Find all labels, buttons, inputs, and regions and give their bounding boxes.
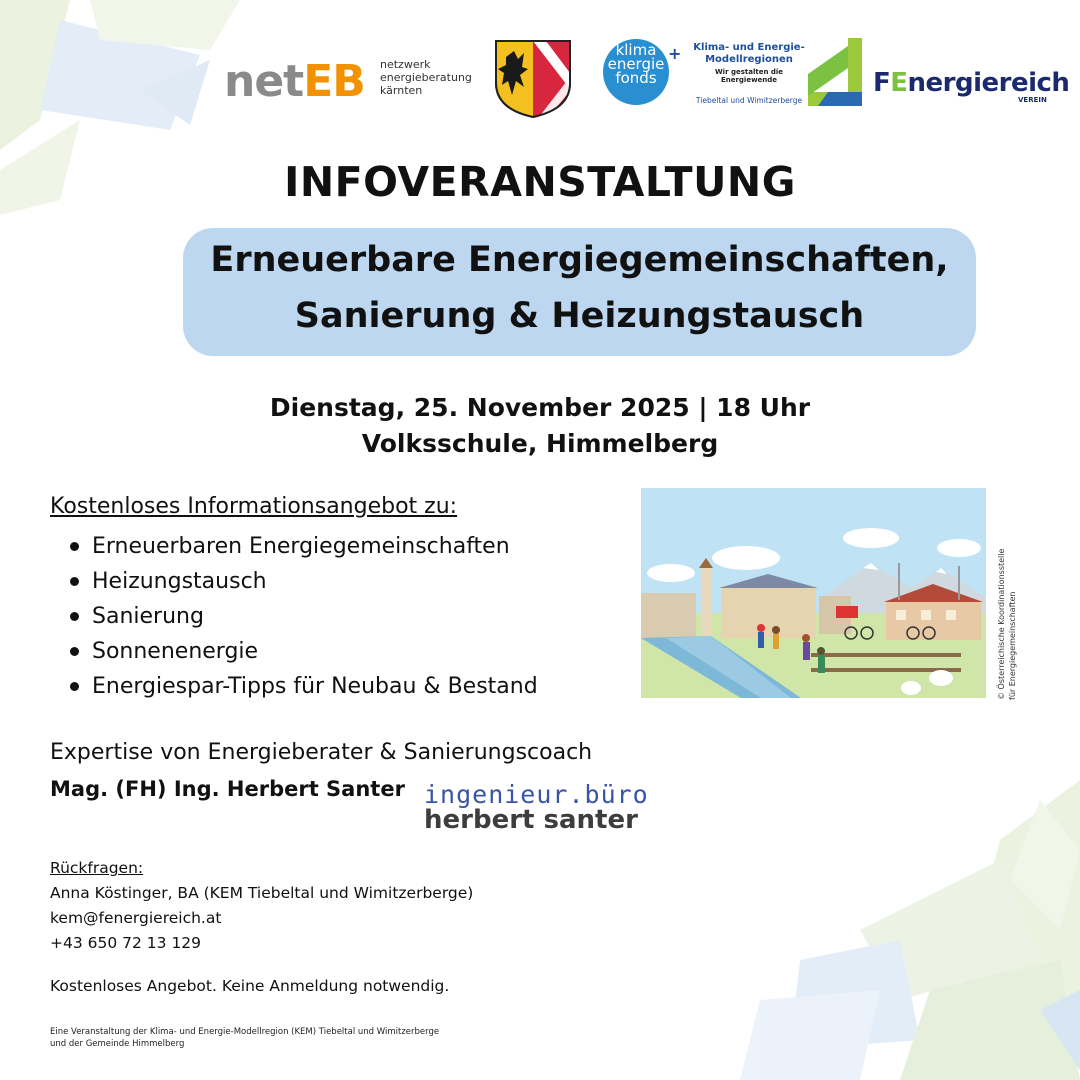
list-item: Heizungstausch (92, 564, 538, 599)
kef-line: energie (607, 55, 665, 73)
list-item: Energiespar-Tipps für Neubau & Bestand (92, 669, 538, 704)
illustration-credit (996, 549, 1018, 700)
neteb-sub-line: netzwerk (380, 58, 431, 71)
neteb-logo-eb: EB (303, 56, 365, 107)
kef-line: fonds (615, 69, 657, 87)
kem-title-line: Modellregionen (705, 54, 793, 65)
ingenieurbuero-logo-top: ingenieur.büro (424, 780, 649, 809)
neteb-logo-subtitle (380, 58, 472, 97)
footer-line: und der Gemeinde Himmelberg (50, 1039, 185, 1049)
fenergiereich-logo (873, 66, 1069, 100)
fenergiereich-mark-icon (808, 38, 862, 106)
kem-logo-tagline: Wir gestalten die Energiewende (714, 68, 784, 84)
topic-line-1: Erneuerbare Energiegemeinschaften, (210, 240, 949, 280)
coat-of-arms-icon (494, 39, 572, 119)
credit-line: für Energiegemeinschaften (1008, 591, 1017, 700)
offer-heading: Kostenloses Informationsangebot zu: (50, 494, 458, 519)
event-details (0, 390, 1080, 462)
list-item: Sanierung (92, 599, 538, 634)
page-title: INFOVERANSTALTUNG (284, 158, 796, 206)
fenergiereich-verein: VEREIN (1018, 96, 1047, 104)
list-item: Erneuerbaren Energiegemeinschaften (92, 529, 538, 564)
kef-line: klima (615, 41, 657, 59)
footer-line: Eine Veranstaltung der Klima- und Energie-Modellregion (KEM) Tiebeltal und Wimitzerberge (50, 1027, 440, 1037)
neteb-sub-line: kärnten (380, 84, 423, 97)
contact-email[interactable]: kem@fenergiereich.at (50, 909, 222, 927)
contact-block (50, 856, 473, 956)
neteb-sub-line: energieberatung (380, 71, 472, 84)
kem-title-line: Klima- und Energie- (693, 42, 805, 53)
contact-phone[interactable]: +43 650 72 13 129 (50, 934, 202, 952)
kem-logo-region: Tiebeltal und Wimitzerberge (695, 96, 803, 105)
list-item: Sonnenenergie (92, 634, 538, 669)
offer-list (92, 529, 538, 704)
contact-label: Rückfragen: (50, 859, 144, 877)
kef-plus-sign: + (668, 44, 682, 63)
footer-organizer (50, 1026, 439, 1050)
neteb-logo-net: net (224, 56, 304, 107)
event-date-time: Dienstag, 25. November 2025 | 18 Uhr (269, 393, 811, 422)
credit-line: © Österreichische Koordinationsstelle (997, 548, 1006, 700)
event-location: Volksschule, Himmelberg (361, 429, 719, 458)
fe-letter-e: E (890, 68, 908, 98)
free-offer-note: Kostenloses Angebot. Keine Anmeldung notwendig. (50, 977, 450, 995)
neteb-logo (224, 52, 365, 112)
ingenieurbuero-logo-bottom: herbert santer (424, 805, 638, 835)
expertise-text: Expertise von Energieberater & Sanierungscoach (50, 740, 593, 765)
kem-logo-title (690, 42, 808, 66)
expert-name: Mag. (FH) Ing. Herbert Santer (50, 777, 405, 801)
contact-person: Anna Köstinger, BA (KEM Tiebeltal und Wimitzerberge) (50, 884, 474, 902)
klimafonds-logo (603, 39, 669, 105)
village-illustration (641, 488, 986, 698)
fe-letter-f: F (873, 68, 891, 98)
fe-word-rest: nergiereich (907, 68, 1070, 98)
topic-line-2: Sanierung & Heizungstausch (294, 296, 865, 336)
